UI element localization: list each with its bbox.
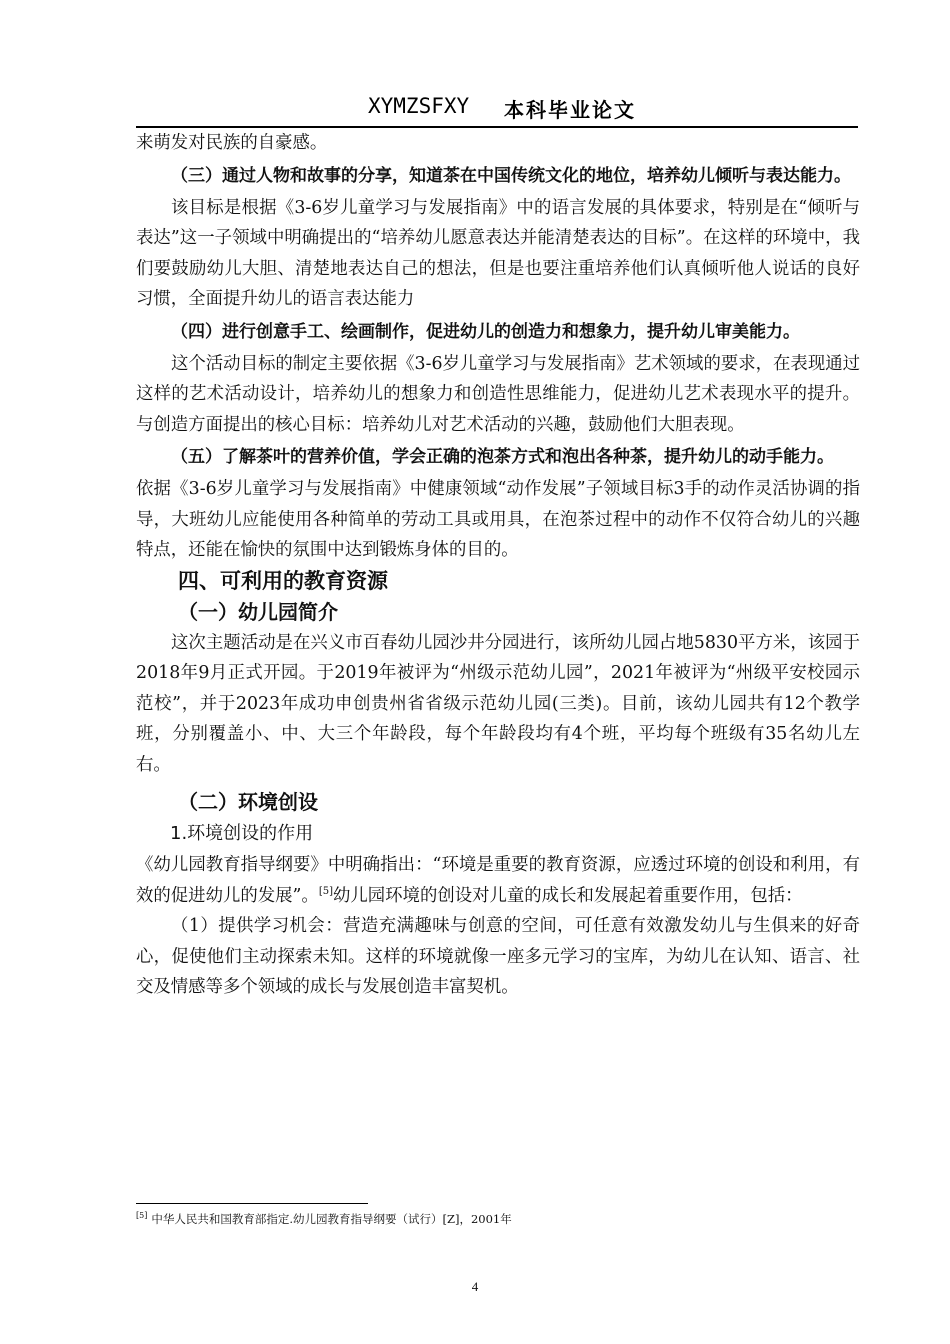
goal-heading-3: （三）通过人物和故事的分享，知道茶在中国传统文化的地位，培养幼儿倾听与表达能力。 [171, 165, 851, 186]
header-code: XYMZSFXY [368, 94, 470, 118]
footnote-text: 中华人民共和国教育部指定.幼儿园教育指导纲要（试行）[Z]，2001年 [151, 1212, 512, 1226]
document-body [136, 128, 860, 1003]
footnote-divider [136, 1203, 368, 1204]
citation-ref[interactable]: [5] [318, 885, 333, 897]
page-number: 4 [471, 1279, 479, 1294]
subsection-heading: （一）幼儿园简介 [178, 599, 338, 624]
goal-heading-4: （四）进行创意手工、绘画制作，促进幼儿的创造力和想象力，提升幼儿审美能力。 [171, 321, 800, 342]
paragraph: 这次主题活动是在兴义市百春幼儿园沙井分园进行，该所幼儿园占地5830平方米，该园于2018年9月正式开园。于2019年被评为“州级示范幼儿园”，2021年被评为“州级平安校园示范校”，并于2023年成功申创贵州省省级示范幼儿园(三类)。目前，该幼儿园共有12个教学班，分别覆盖小、中、大三个年龄段，每个年龄段均有4个班，平均每个班级有35名幼儿左右。 [136, 632, 860, 775]
header-title: 本科毕业论文 [504, 98, 636, 122]
paragraph-text: 幼儿园环境的创设对儿童的成长和发展起着重要作用，包括： [332, 885, 803, 906]
paragraph: 来萌发对民族的自豪感。 [136, 133, 328, 153]
goal-heading-5: （五）了解茶叶的营养价值，学会正确的泡茶方式和泡出各种茶，提升幼儿的动手能力。 [171, 447, 834, 467]
paragraph [136, 850, 860, 911]
section-heading: 四、可利用的教育资源 [178, 568, 388, 593]
paragraph-text: 《幼儿园教育指导纲要》中明确指出：“环境是重要的教育资源，应透过环境的创设和利用，有效的促进幼儿的发展”。 [136, 855, 860, 906]
page-header [136, 92, 858, 128]
subsubsection-heading: 1.环境创设的作用 [170, 823, 314, 844]
paragraph: （1）提供学习机会：营造充满趣味与创意的空间，可任意有效激发幼儿与生俱来的好奇心，促使他们主动探索未知。这样的环境就像一座多元学习的宝库，为幼儿在认知、语言、社交及情感等多个领域的成长与发展创造丰富契机。 [136, 916, 860, 997]
subsection-heading: （二）环境创设 [178, 790, 318, 814]
paragraph: 依据《3-6岁儿童学习与发展指南》中健康领域“动作发展”子领域目标3手的动作灵活协调的指导，大班幼儿应能使用各种简单的劳动工具或用具，在泡茶过程中的动作不仅符合幼儿的兴趣特点，还能在愉快的氛围中达到锻炼身体的目的。 [136, 479, 860, 560]
footnote [136, 1211, 512, 1227]
footnote-mark: [5] [136, 1211, 148, 1221]
paragraph: 该目标是根据《3-6岁儿童学习与发展指南》中的语言发展的具体要求，特别是在“倾听与表达”这一子领域中明确提出的“培养幼儿愿意表达并能清楚表达的目标”。在这样的环境中，我们要鼓励幼儿大胆、清楚地表达自己的想法，但是也要注重培养他们认真倾听他人说话的良好习惯，全面提升幼儿的语言表达能力 [136, 197, 860, 309]
paragraph: 这个活动目标的制定主要依据《3-6岁儿童学习与发展指南》艺术领域的要求，在表现通过这样的艺术活动设计，培养幼儿的想象力和创造性思维能力，促进幼儿艺术表现水平的提升。与创造方面提出的核心目标：培养幼儿对艺术活动的兴趣，鼓励他们大胆表现。 [136, 353, 860, 435]
